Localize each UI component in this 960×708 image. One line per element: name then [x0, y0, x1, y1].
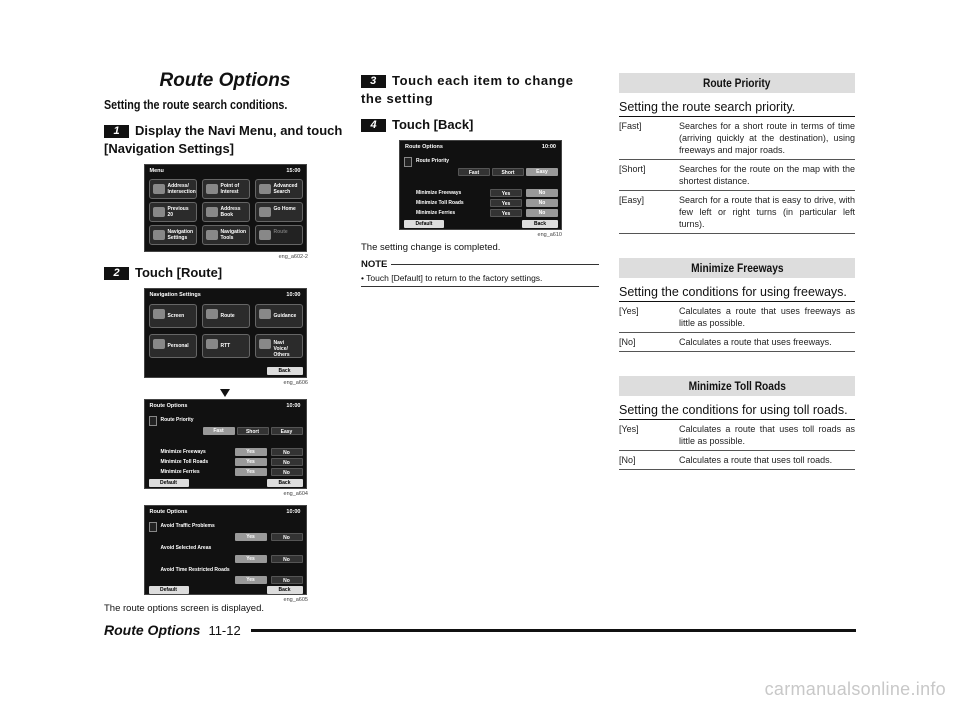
definition-value: Searches for the route on the map with the shortest distance.	[679, 164, 855, 186]
poi-icon	[206, 184, 218, 194]
section-minimize-freeways	[619, 258, 855, 352]
definition-value: Calculates a route that uses toll roads.	[679, 455, 833, 465]
scroll-up-icon	[149, 416, 157, 426]
definition-key: [Easy]	[619, 195, 645, 205]
search-icon	[259, 184, 271, 194]
watermark: carmanualsonline.info	[764, 679, 946, 699]
menu-tile: Navigation Settings	[149, 225, 197, 245]
definition-row	[619, 333, 855, 352]
screen-title: Route Options	[149, 403, 188, 409]
image-caption: eng_a606	[283, 380, 308, 386]
step-text: Touch [Back]	[392, 117, 474, 132]
definition-value: Calculates a route that uses toll roads as little as possible.	[679, 424, 855, 446]
option-no: No	[526, 209, 558, 217]
scroll-up-icon	[149, 522, 157, 532]
section-description: Setting the route search priority.	[619, 100, 855, 117]
option-yes: Yes	[490, 189, 522, 197]
back-button: Back	[522, 220, 558, 228]
step-3	[361, 72, 599, 108]
screen-header	[145, 400, 306, 412]
option-yes: Yes	[490, 209, 522, 217]
footer-title: Route Options	[104, 622, 201, 638]
settings-tile: Navi Voice/ Others	[255, 334, 303, 358]
note-heading	[361, 259, 599, 270]
image-caption: eng_a602-2	[278, 254, 308, 260]
divider	[391, 264, 599, 265]
definition-row	[619, 117, 855, 160]
option-no: No	[271, 555, 303, 563]
section-minimize-toll-roads	[619, 376, 855, 470]
definition-row	[619, 420, 855, 451]
definition-row	[619, 160, 855, 191]
option-yes: Yes	[490, 199, 522, 207]
option-row-label: Minimize Freeways	[416, 190, 462, 196]
definition-key: [No]	[619, 337, 636, 347]
option-row-label: Minimize Toll Roads	[160, 459, 209, 465]
column-middle	[361, 70, 599, 287]
definition-row	[619, 451, 855, 470]
screen-displayed-text: The route options screen is displayed.	[104, 603, 265, 614]
option-row-label: Avoid Time Restricted Roads	[160, 567, 230, 573]
history-icon	[153, 207, 165, 217]
option-easy: Easy	[526, 168, 558, 176]
back-button: Back	[267, 586, 303, 594]
page-subtitle: Setting the route search conditions.	[104, 98, 288, 112]
rtt-icon	[206, 339, 218, 349]
option-short: Short	[492, 168, 524, 176]
book-icon	[206, 207, 218, 217]
menu-tile: Route	[255, 225, 303, 245]
screen-title: Menu	[149, 168, 164, 174]
footer-rule	[251, 629, 856, 632]
image-caption: eng_a610	[537, 232, 562, 238]
step-text: Touch each item to change the setting	[361, 73, 574, 106]
address-icon	[153, 184, 165, 194]
down-arrow-icon	[220, 389, 230, 397]
option-row-label: Avoid Selected Areas	[160, 545, 212, 551]
section-heading: Minimize Toll Roads	[619, 376, 855, 396]
voice-icon	[259, 339, 271, 349]
definition-value: Calculates a route that uses freeways as little as possible.	[679, 306, 855, 328]
screenshot-route-options-changed	[399, 140, 562, 230]
screen-title: Route Options	[405, 144, 443, 150]
screen-title: Navigation Settings	[149, 292, 201, 298]
route-priority-label: Route Priority	[416, 158, 450, 164]
menu-tile: Advanced Search	[255, 179, 303, 199]
menu-tile: Previous 20	[149, 202, 197, 222]
settings-icon	[153, 230, 165, 240]
screen-header	[145, 289, 306, 301]
step-4	[361, 116, 599, 134]
screenshot-menu	[144, 164, 307, 252]
option-row-label: Minimize Freeways	[160, 449, 206, 455]
definition-value: Calculates a route that uses freeways.	[679, 337, 832, 347]
section-description: Setting the conditions for using toll roads.	[619, 403, 855, 420]
tools-icon	[206, 230, 218, 240]
scroll-up-icon	[404, 157, 412, 167]
personal-icon	[153, 339, 165, 349]
definition-key: [No]	[619, 455, 636, 465]
home-icon	[259, 207, 271, 217]
column-left	[104, 70, 346, 614]
option-yes: Yes	[235, 555, 267, 563]
menu-tile: Navigation Tools	[202, 225, 250, 245]
image-caption: eng_a605	[283, 597, 308, 603]
step-1	[104, 122, 346, 158]
definition-key: [Fast]	[619, 121, 642, 131]
step-number: 4	[361, 119, 386, 132]
definition-row	[619, 302, 855, 333]
screen-time: 10:00	[286, 509, 301, 515]
menu-tile: Go Home	[255, 202, 303, 222]
completed-text: The setting change is completed.	[361, 242, 501, 253]
option-no: No	[526, 189, 558, 197]
image-caption: eng_a604	[283, 491, 308, 497]
guidance-icon	[259, 309, 271, 319]
screenshot-navigation-settings	[144, 288, 307, 378]
route-icon	[259, 230, 271, 240]
step-number: 2	[104, 267, 129, 280]
option-fast: Fast	[458, 168, 490, 176]
back-button: Back	[267, 367, 303, 375]
step-number: 3	[361, 75, 386, 88]
screen-time: 10:00	[286, 292, 301, 298]
screen-title: Route Options	[149, 509, 188, 515]
section-description: Setting the conditions for using freeways.	[619, 285, 855, 302]
screen-header	[400, 141, 561, 153]
settings-tile: Route	[202, 304, 250, 328]
definition-value: Searches for a short route in terms of time (arriving quickly at the destination), using freeways and major roads.	[679, 121, 855, 155]
option-no: No	[271, 468, 303, 476]
settings-tile: RTT	[202, 334, 250, 358]
section-heading: Minimize Freeways	[619, 258, 855, 278]
screenshot-route-options-2	[144, 505, 307, 595]
screen-header	[145, 506, 306, 518]
option-row-label: Minimize Ferries	[416, 210, 456, 216]
step-text: Display the Navi Menu, and touch [Navigation Settings]	[104, 123, 343, 156]
definition-key: [Short]	[619, 164, 646, 174]
option-easy: Easy	[271, 427, 303, 435]
definition-row	[619, 191, 855, 234]
menu-tile: Address Book	[202, 202, 250, 222]
option-row-label: Avoid Traffic Problems	[160, 523, 215, 529]
screen-time: 10:00	[541, 144, 556, 150]
definition-key: [Yes]	[619, 424, 639, 434]
option-no: No	[526, 199, 558, 207]
option-yes: Yes	[235, 468, 267, 476]
option-row-label: Minimize Toll Roads	[416, 200, 464, 206]
back-button: Back	[267, 479, 303, 487]
page-number: 11-12	[208, 622, 241, 638]
settings-tile: Personal	[149, 334, 197, 358]
menu-tile: Address/ Intersection	[149, 179, 197, 199]
screen-header	[145, 165, 306, 177]
option-yes: Yes	[235, 448, 267, 456]
column-right	[619, 73, 855, 494]
option-fast: Fast	[203, 427, 235, 435]
default-button: Default	[404, 220, 444, 228]
option-no: No	[271, 458, 303, 466]
route-priority-label: Route Priority	[160, 417, 194, 423]
option-yes: Yes	[235, 533, 267, 541]
section-heading: Route Priority	[619, 73, 855, 93]
option-row-label: Minimize Ferries	[160, 469, 200, 475]
screen-time: 15:00	[286, 168, 301, 174]
page-title: Route Options	[159, 70, 291, 91]
screenshot-route-options	[144, 399, 307, 489]
step-text: Touch [Route]	[135, 265, 223, 280]
option-yes: Yes	[235, 576, 267, 584]
settings-tile: Guidance	[255, 304, 303, 328]
option-short: Short	[237, 427, 269, 435]
note-text: • Touch [Default] to return to the factory settings.	[361, 273, 599, 287]
option-yes: Yes	[235, 458, 267, 466]
step-2	[104, 264, 346, 282]
option-no: No	[271, 448, 303, 456]
option-no: No	[271, 533, 303, 541]
default-button: Default	[149, 479, 189, 487]
definition-value: Search for a route that is easy to drive, with few left or right turns (in particular left turns).	[679, 195, 855, 229]
settings-tile: Screen	[149, 304, 197, 328]
page-footer	[104, 622, 856, 638]
step-number: 1	[104, 125, 129, 138]
default-button: Default	[149, 586, 189, 594]
section-route-priority	[619, 73, 855, 234]
note-label: NOTE	[361, 259, 388, 270]
definition-key: [Yes]	[619, 306, 639, 316]
menu-tile: Point of Interest	[202, 179, 250, 199]
route-icon	[206, 309, 218, 319]
option-no: No	[271, 576, 303, 584]
screen-time: 10:00	[286, 403, 301, 409]
screen-icon	[153, 309, 165, 319]
